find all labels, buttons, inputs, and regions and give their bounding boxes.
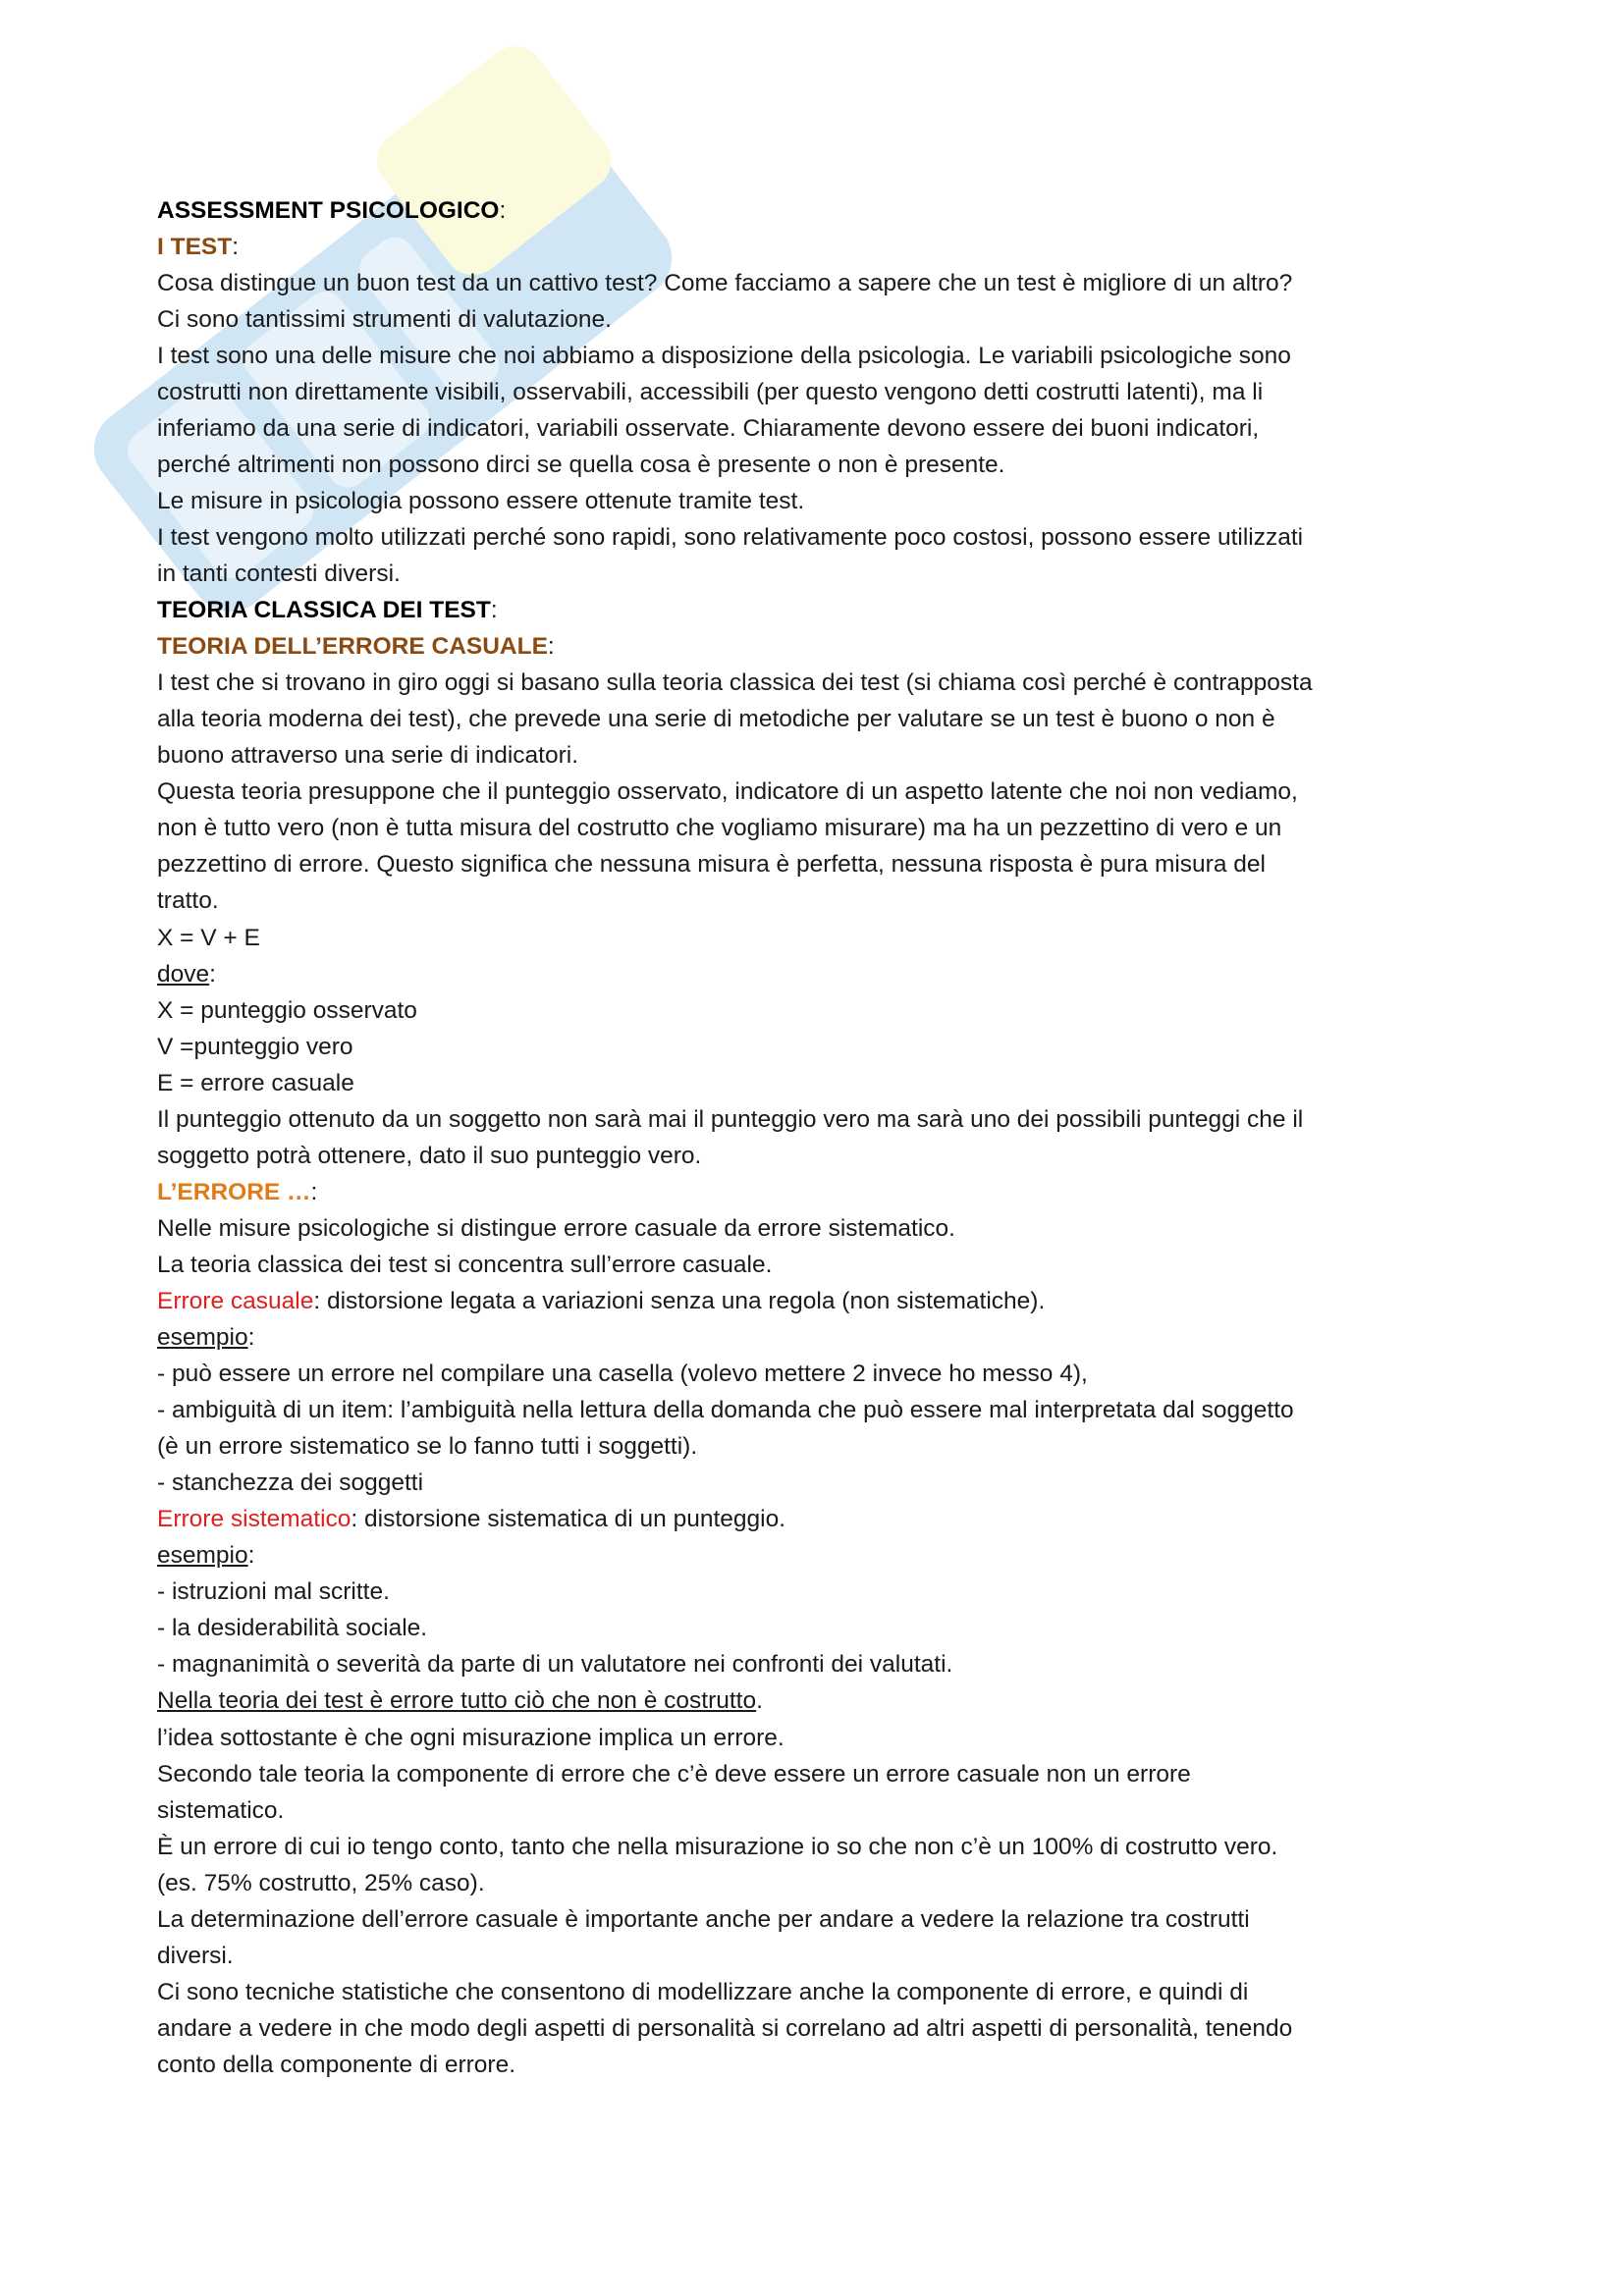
paragraph-line: La determinazione dell’errore casuale è importante anche per andare a vedere la relazione tra costrutti xyxy=(157,1906,1250,1933)
definition-line: E = errore casuale xyxy=(157,1070,354,1096)
paragraph-line: tratto. xyxy=(157,887,219,914)
doc-title: ASSESSMENT PSICOLOGICO xyxy=(157,197,500,224)
underlined-statement-line: Nella teoria dei test è errore tutto ciò che non è costrutto. xyxy=(157,1687,763,1714)
errore-casuale-definition xyxy=(157,1283,1492,1319)
errore-casuale-text: : distorsione legata a variazioni senza una regola (non sistematiche). xyxy=(313,1288,1046,1314)
paragraph-line: buono attraverso una serie di indicatori. xyxy=(157,742,579,769)
errore-sistematico-term: Errore sistematico xyxy=(157,1506,352,1532)
example-item: - istruzioni mal scritte. xyxy=(157,1578,390,1605)
section-heading-test: I TEST xyxy=(157,234,233,260)
document-page xyxy=(157,192,1492,2083)
underlined-statement: Nella teoria dei test è errore tutto ciò che non è costrutto xyxy=(157,1687,757,1714)
section-heading-test-line: I TEST: xyxy=(157,234,240,260)
section-heading-errore: L’ERRORE … xyxy=(157,1179,311,1205)
errore-sistematico-text: : distorsione sistematica di un punteggio. xyxy=(351,1506,786,1532)
example-item: - magnanimità o severità da parte di un valutatore nei confronti dei valutati. xyxy=(157,1651,953,1678)
doc-title-line: ASSESSMENT PSICOLOGICO: xyxy=(157,197,507,224)
formula-line xyxy=(157,919,1492,956)
example-item: - stanchezza dei soggetti xyxy=(157,1469,424,1496)
paragraph-line: Ci sono tantissimi strumenti di valutazione. xyxy=(157,306,612,333)
paragraph-line: Secondo tale teoria la componente di errore che c’è deve essere un errore casuale non un errore xyxy=(157,1761,1191,1788)
definition-line: X = punteggio osservato xyxy=(157,997,417,1024)
paragraph-line: alla teoria moderna dei test), che prevede una serie di metodiche per valutare se un test è buono o non è xyxy=(157,706,1275,732)
paragraph-line: in tanti contesti diversi. xyxy=(157,561,401,587)
paragraph-line: conto della componente di errore. xyxy=(157,2052,515,2078)
paragraph-line: perché altrimenti non possono dirci se quella cosa è presente o non è presente. xyxy=(157,452,1005,478)
section-heading-teoria: TEORIA CLASSICA DEI TEST xyxy=(157,597,491,623)
definition-line: V =punteggio vero xyxy=(157,1034,353,1060)
section-heading-errore-casuale: TEORIA DELL’ERRORE CASUALE xyxy=(157,633,548,660)
esempio-label: esempio xyxy=(157,1542,248,1569)
paragraph-line: costrutti non direttamente visibili, osservabili, accessibili (per questo vengono detti costrutti latenti), ma li xyxy=(157,379,1264,405)
arrow-statement: l’idea sottostante è che ogni misurazione implica un errore. xyxy=(157,1725,784,1751)
paragraph-line: sistematico. xyxy=(157,1797,285,1824)
paragraph-line: soggetto potrà ottenere, dato il suo punteggio vero. xyxy=(157,1143,702,1169)
paragraph-line: I test sono una delle misure che noi abbiamo a disposizione della psicologia. Le variabili psicologiche sono xyxy=(157,343,1291,369)
paragraph-line: diversi. xyxy=(157,1943,234,1969)
example-item: (è un errore sistematico se lo fanno tutti i soggetti). xyxy=(157,1433,698,1460)
dove-label: dove xyxy=(157,961,210,988)
paragraph-line: Cosa distingue un buon test da un cattivo test? Come facciamo a sapere che un test è migliore di un altro? xyxy=(157,270,1293,296)
paragraph-line: Ci sono tecniche statistiche che consentono di modellizzare anche la componente di errore, e quindi di xyxy=(157,1979,1249,2005)
dove-line: dove: xyxy=(157,961,216,988)
section-heading-errore-casuale-line: TEORIA DELL’ERRORE CASUALE: xyxy=(157,633,555,660)
paragraph-line: non è tutto vero (non è tutta misura del costrutto che vogliamo misurare) ma ha un pezzettino di vero e un xyxy=(157,815,1282,841)
paragraph-line: La teoria classica dei test si concentra sull’errore casuale. xyxy=(157,1252,773,1278)
section-heading-teoria-line: TEORIA CLASSICA DEI TEST: xyxy=(157,597,498,623)
esempio-line: esempio: xyxy=(157,1324,255,1351)
paragraph-line: Le misure in psicologia possono essere ottenute tramite test. xyxy=(157,488,805,514)
paragraph-line: andare a vedere in che modo degli aspetti di personalità si correlano ad altri aspetti di personalità, tenendo xyxy=(157,2015,1293,2042)
example-item: - ambiguità di un item: l’ambiguità nella lettura della domanda che può essere mal interpretata dal soggetto xyxy=(157,1397,1294,1423)
paragraph-line: Il punteggio ottenuto da un soggetto non sarà mai il punteggio vero ma sarà uno dei possibili punteggi che il xyxy=(157,1106,1304,1133)
errore-casuale-term: Errore casuale xyxy=(157,1288,314,1314)
esempio-label: esempio xyxy=(157,1324,248,1351)
paragraph-line: Questa teoria presuppone che il punteggio osservato, indicatore di un aspetto latente che noi non vediamo, xyxy=(157,778,1298,805)
example-item: - può essere un errore nel compilare una casella (volevo mettere 2 invece ho messo 4), xyxy=(157,1361,1088,1387)
esempio-line: esempio: xyxy=(157,1542,255,1569)
paragraph-line: pezzettino di errore. Questo significa che nessuna misura è perfetta, nessuna risposta è pura misura del xyxy=(157,851,1266,878)
paragraph-line: inferiamo da una serie di indicatori, variabili osservate. Chiaramente devono essere dei buoni indicatori, xyxy=(157,415,1260,442)
arrow-statement-line xyxy=(157,1719,1492,1756)
paragraph-line: I test vengono molto utilizzati perché sono rapidi, sono relativamente poco costosi, possono essere utilizzati xyxy=(157,524,1304,551)
example-item: - la desiderabilità sociale. xyxy=(157,1615,428,1641)
paragraph-line: I test che si trovano in giro oggi si basano sulla teoria classica dei test (si chiama così perché è contrapposta xyxy=(157,669,1313,696)
formula: X = V + E xyxy=(157,925,260,951)
paragraph-line: È un errore di cui io tengo conto, tanto che nella misurazione io so che non c’è un 100% di costrutto vero. xyxy=(157,1834,1278,1860)
paragraph-line: (es. 75% costrutto, 25% caso). xyxy=(157,1870,485,1896)
paragraph-line: Nelle misure psicologiche si distingue errore casuale da errore sistematico. xyxy=(157,1215,955,1242)
errore-sistematico-definition xyxy=(157,1501,1492,1537)
section-heading-errore-line: L’ERRORE …: xyxy=(157,1179,318,1205)
